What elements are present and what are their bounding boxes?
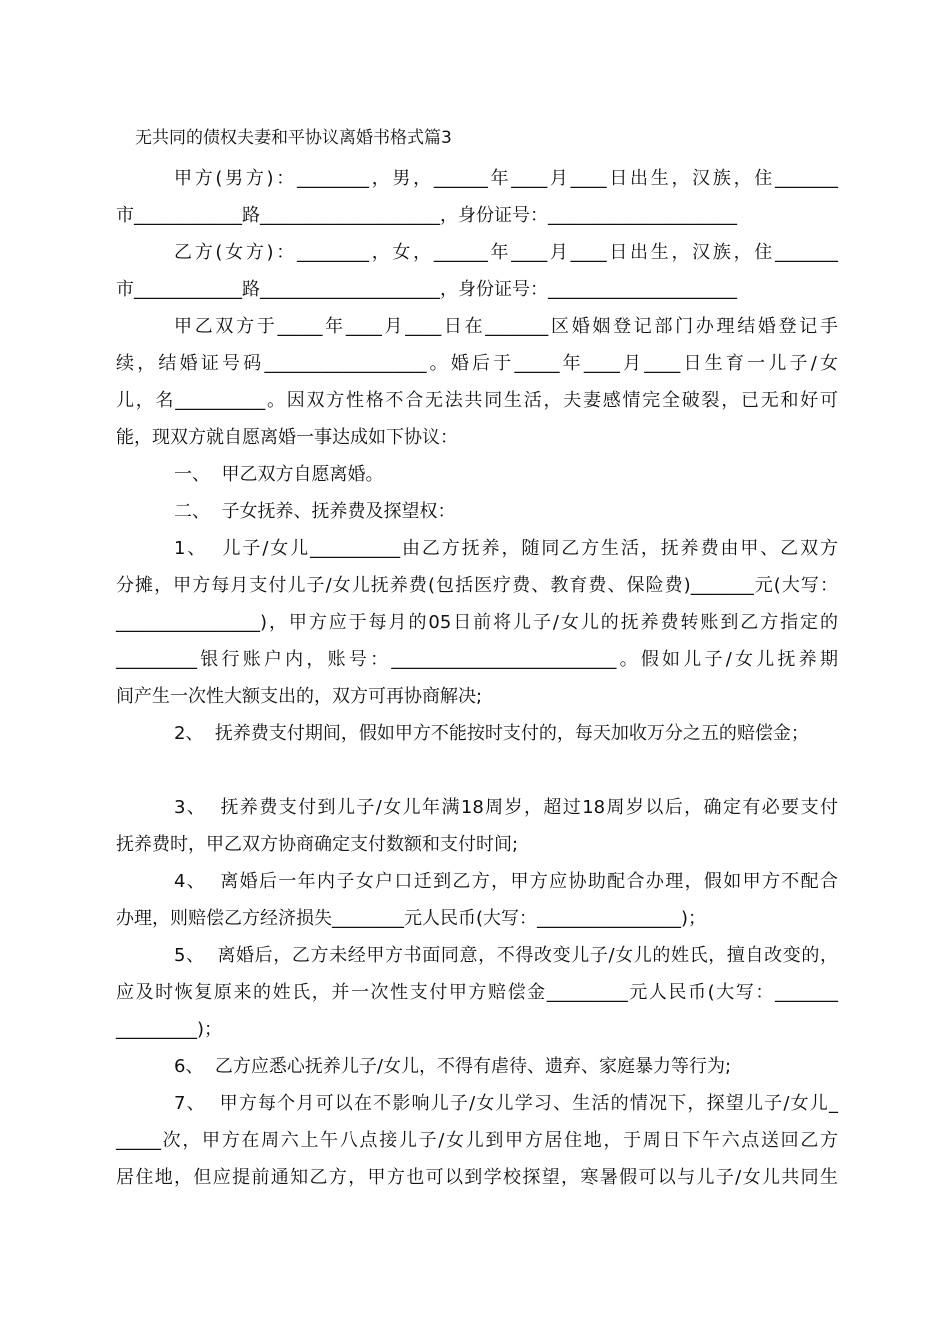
clause-line: 办理，则赔偿乙方经济损失________元人民币(大写：________________)；: [116, 908, 707, 929]
paragraph-line: 续，结婚证号码__________________。婚后于_____年____月____日生育一儿子/女: [116, 353, 838, 374]
clause-line: 1、 儿子/女儿__________由乙方抚养，随同乙方生活，抚养费由甲、乙双方: [174, 538, 838, 559]
clause-line: 2、 抚养费支付期间，假如甲方不能按时支付的，每天加收万分之五的赔偿金；: [174, 723, 809, 744]
clause-line: 4、 离婚后一年内子女户口迁到乙方，甲方应协助配合办理，假如甲方不配合: [174, 871, 838, 892]
clause-line: ________________)，甲方应于每月的05日前将儿子/女儿的抚养费转账到乙方指定的: [116, 612, 838, 633]
section-heading: 二、 子女抚养、抚养费及探望权：: [174, 501, 456, 522]
paragraph-line: 甲方(男方)：________，男，______年____月____日出生，汉族，住_______: [174, 168, 838, 189]
paragraph-line: 市____________路____________________，身份证号：_____________________: [116, 279, 737, 300]
blank-gap: [116, 752, 838, 789]
clause-line: _________银行账户内，账号：_________________________。假如儿子/女儿抚养期: [116, 649, 838, 670]
paragraph-line: 儿，名__________。因双方性格不合无法共同生活，夫妻感情完全破裂，已无和好可: [116, 390, 838, 411]
clause-line: 抚养费时，甲乙双方协商确定支付数额和支付时间;: [116, 834, 519, 855]
document-body: [116, 160, 838, 1196]
clause-line: _________)；: [116, 1019, 223, 1040]
paragraph-line: 市____________路____________________，身份证号：_____________________: [116, 205, 737, 226]
clause-line: 间产生一次性大额支出的，双方可再协商解决;: [116, 686, 483, 707]
clause-line: 分摊，甲方每月支付儿子/女儿抚养费(包括医疗费、教育费、保险费)_______元(大写：: [116, 575, 838, 596]
paragraph-line: 能，现双方就自愿离婚一事达成如下协议：: [116, 427, 458, 448]
clause-line: 5、 离婚后，乙方未经甲方书面同意，不得改变儿子/女儿的姓氏，擅自改变的，: [174, 945, 838, 966]
clause-line: _____次，甲方在周六上午八点接儿子/女儿到甲方居住地，于周日下午六点送回乙方: [116, 1130, 838, 1151]
clause-line: 应及时恢复原来的姓氏，并一次性支付甲方赔偿金_________元人民币(大写：_______: [116, 982, 838, 1003]
clause-line: 3、 抚养费支付到儿子/女儿年满18周岁，超过18周岁以后，确定有必要支付: [174, 797, 838, 818]
clause-line: 6、 乙方应悉心抚养儿子/女儿，不得有虐待、遗弃、家庭暴力等行为;: [174, 1056, 732, 1077]
paragraph-line: 甲乙双方于_____年____月____日在_______区婚姻登记部门办理结婚登记手: [174, 316, 838, 337]
section-heading: 一、 甲乙双方自愿离婚。: [174, 464, 384, 485]
paragraph-line: 乙方(女方)：________，女，______年____月____日出生，汉族，住_______: [174, 242, 838, 263]
clause-line: 7、 甲方每个月可以在不影响儿子/女儿学习、生活的情况下，探望儿子/女儿_: [174, 1093, 838, 1114]
clause-line: 居住地，但应提前通知乙方，甲方也可以到学校探望，寒暑假可以与儿子/女儿共同生: [116, 1167, 838, 1188]
document-title: 无共同的债权夫妻和平协议离婚书格式篇3: [135, 128, 452, 148]
